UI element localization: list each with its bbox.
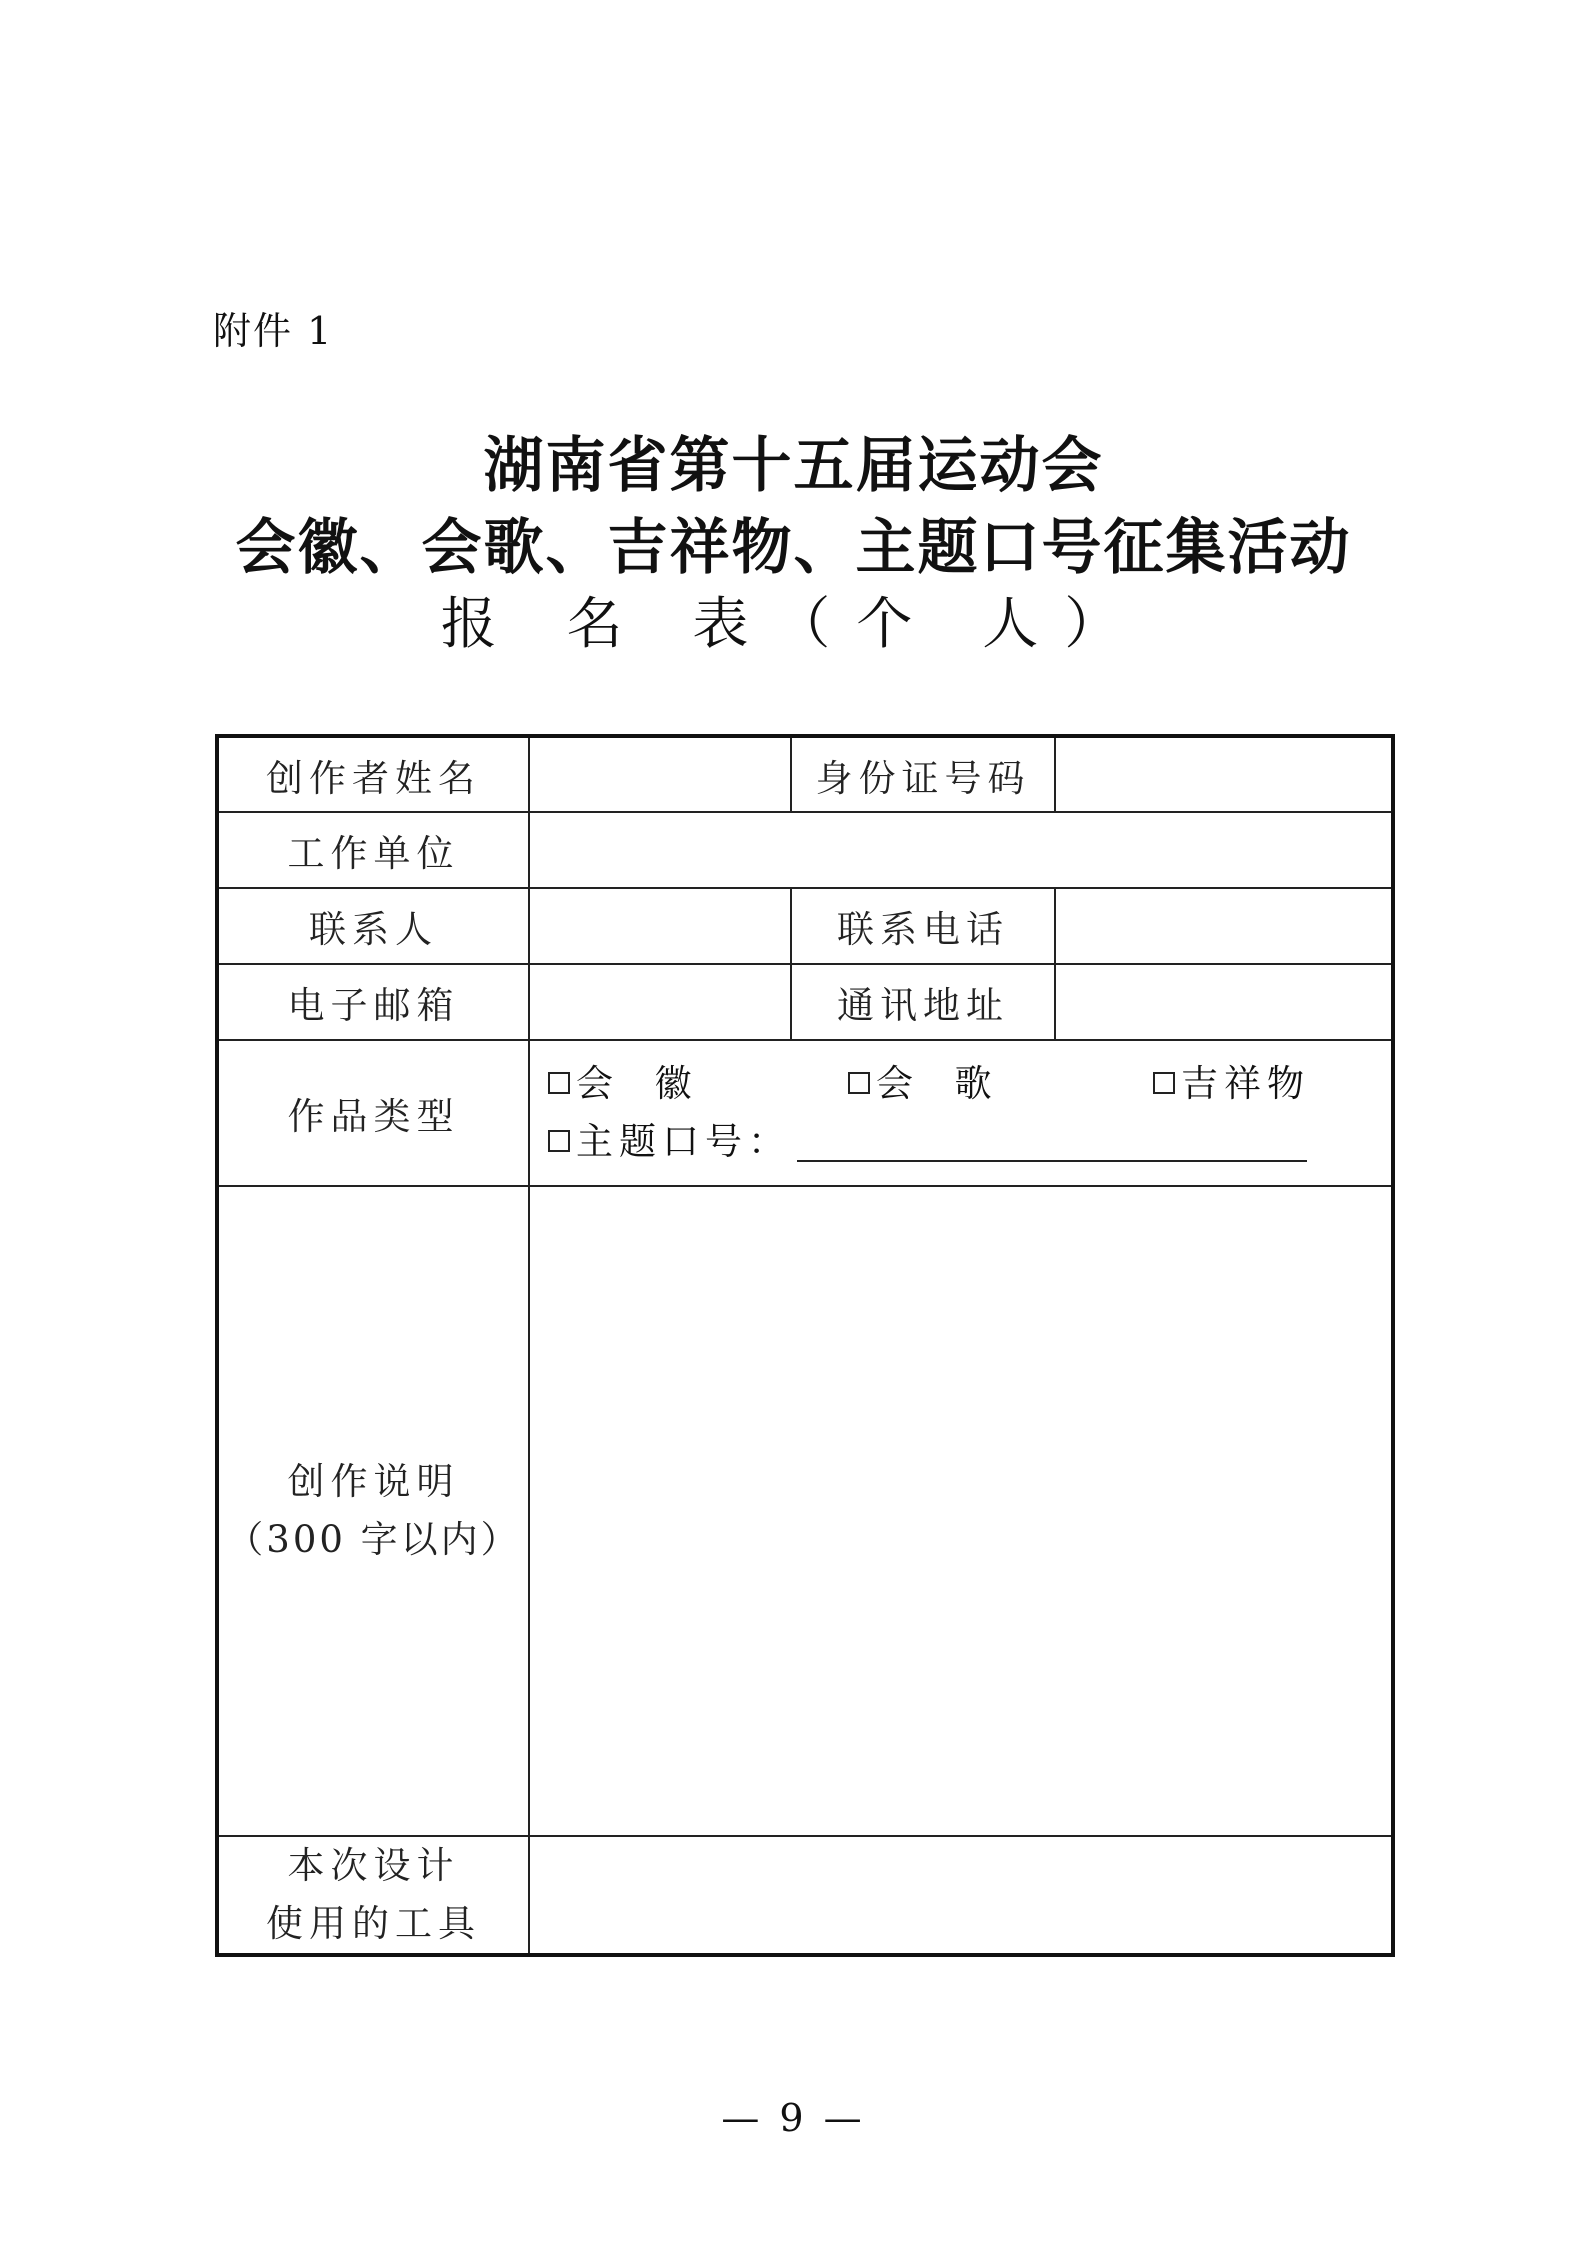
- slogan-input-line[interactable]: [797, 1120, 1307, 1162]
- form-row-work-unit: [217, 812, 1393, 888]
- contact-person-label: 联系人: [217, 888, 529, 964]
- email-field[interactable]: [529, 964, 791, 1040]
- option-emblem[interactable]: [548, 1055, 848, 1113]
- description-label-line2: （300 字以内）: [226, 1518, 521, 1561]
- contact-phone-field[interactable]: [1055, 888, 1393, 964]
- option-mascot-label: 吉祥物: [1181, 1062, 1310, 1105]
- checkbox-icon[interactable]: [548, 1072, 570, 1094]
- form-row-work-type: [217, 1040, 1393, 1186]
- tools-label-line2: 使用的工具: [266, 1902, 481, 1945]
- attachment-label: 附件 1: [213, 309, 334, 353]
- form-row-description: [217, 1186, 1393, 1836]
- option-mascot[interactable]: [1153, 1055, 1310, 1113]
- work-type-options: [529, 1040, 1393, 1186]
- work-type-label: 作品类型: [217, 1040, 529, 1186]
- page-number: — 9 —: [721, 2096, 866, 2140]
- option-anthem[interactable]: [848, 1055, 1153, 1113]
- contact-person-field[interactable]: [529, 888, 791, 964]
- tools-label: [217, 1836, 529, 1955]
- id-number-field[interactable]: [1055, 736, 1393, 812]
- creator-name-label: 创作者姓名: [217, 736, 529, 812]
- title-line-1: 湖南省第十五届运动会: [483, 431, 1104, 501]
- id-number-label: 身份证号码: [791, 736, 1055, 812]
- work-unit-label: 工作单位: [217, 812, 529, 888]
- option-slogan[interactable]: [548, 1113, 791, 1171]
- description-label: [217, 1186, 529, 1836]
- tools-field[interactable]: [529, 1836, 1393, 1955]
- option-slogan-label: 主题口号：: [576, 1120, 791, 1163]
- form-row-name-id: [217, 736, 1393, 812]
- option-emblem-label: 会 徽: [576, 1062, 698, 1105]
- address-field[interactable]: [1055, 964, 1393, 1040]
- email-label: 电子邮箱: [217, 964, 529, 1040]
- registration-form-table: [215, 734, 1395, 1957]
- option-anthem-label: 会 歌: [876, 1062, 998, 1105]
- checkbox-icon[interactable]: [548, 1130, 570, 1152]
- description-field[interactable]: [529, 1186, 1393, 1836]
- description-label-line1: 创作说明: [287, 1460, 460, 1503]
- checkbox-icon[interactable]: [848, 1072, 870, 1094]
- creator-name-field[interactable]: [529, 736, 791, 812]
- form-row-tools: [217, 1836, 1393, 1955]
- contact-phone-label: 联系电话: [791, 888, 1055, 964]
- address-label: 通讯地址: [791, 964, 1055, 1040]
- form-row-email-address: [217, 964, 1393, 1040]
- work-unit-field[interactable]: [529, 812, 1393, 888]
- form-row-contact: [217, 888, 1393, 964]
- tools-label-line1: 本次设计: [287, 1844, 460, 1887]
- title-line-2: 会徽、会歌、吉祥物、主题口号征集活动: [235, 513, 1352, 583]
- title-line-3: 报 名 表（个 人）: [440, 592, 1147, 657]
- checkbox-icon[interactable]: [1153, 1072, 1175, 1094]
